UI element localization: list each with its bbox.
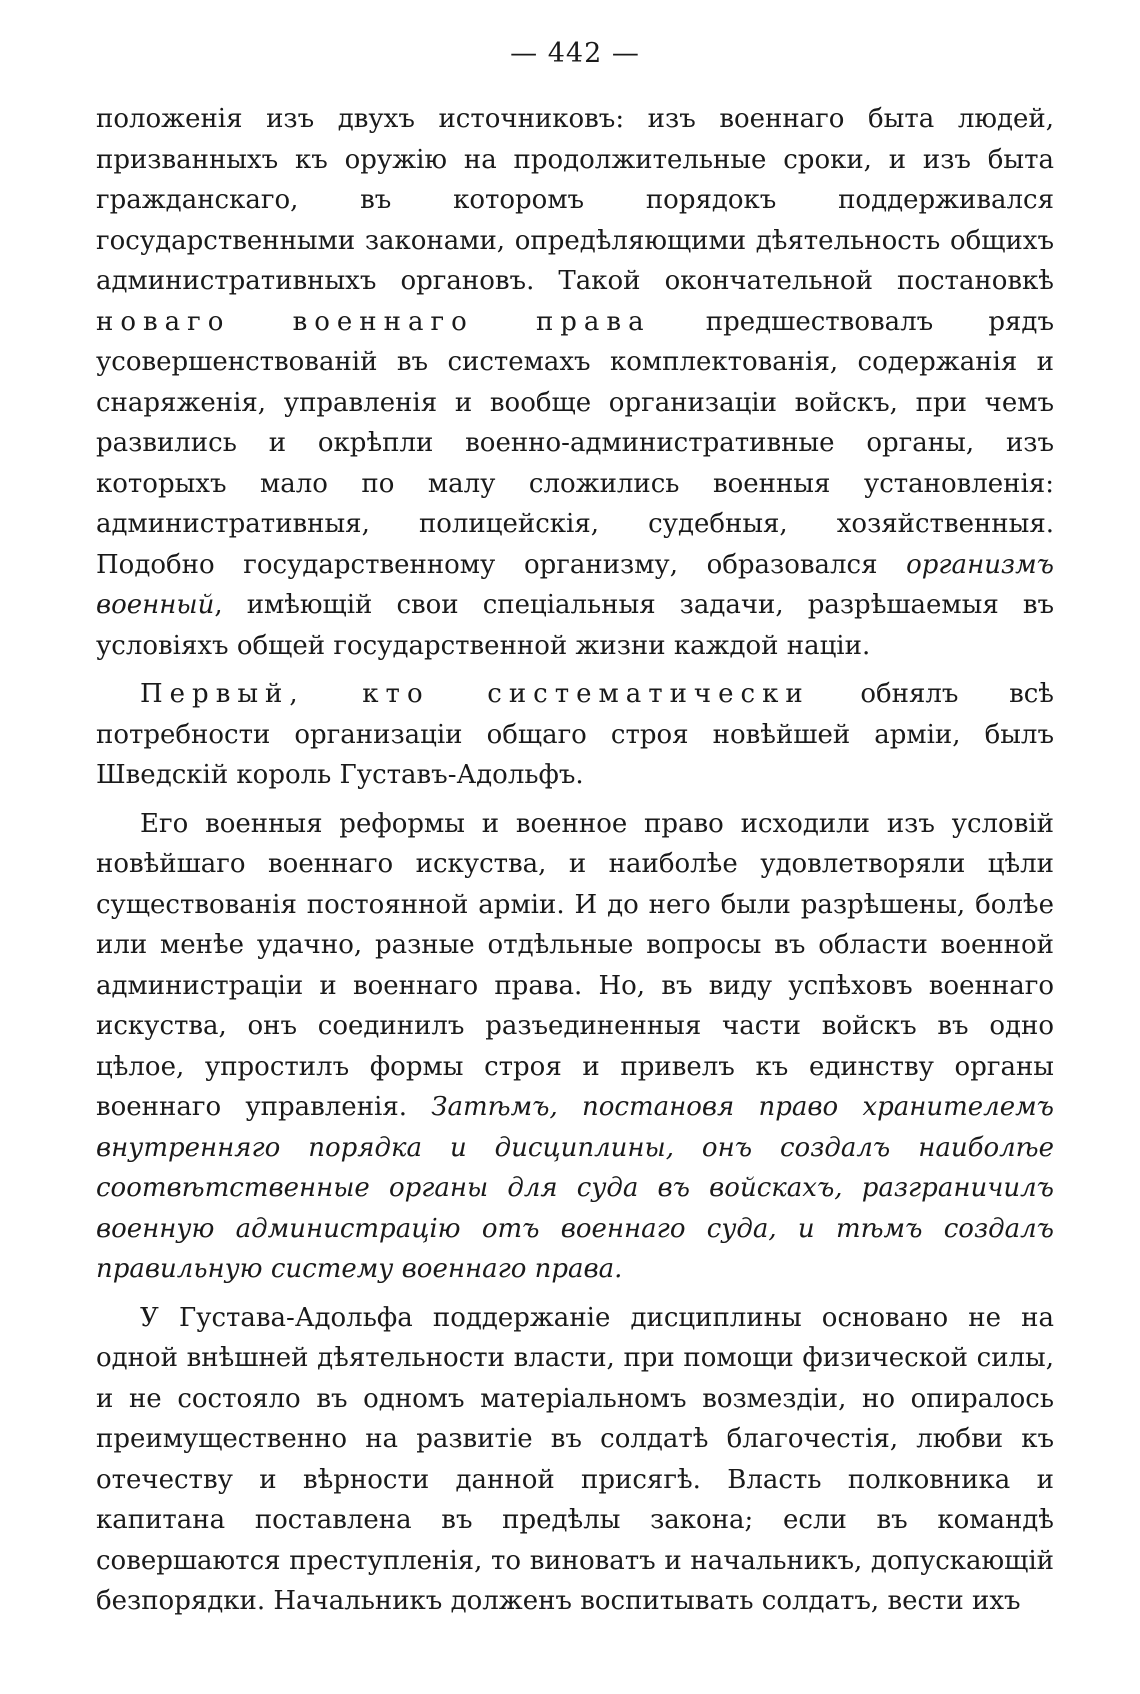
paragraph-4 [96,1298,1054,1622]
paragraph-3 [96,804,1054,1290]
italic-passage-military-law-system: Затѣмъ, постановя право хранителемъ внутренняго порядка и дисциплины, онъ создалъ наиболѣе соотвѣтственные органы для суда въ войскахъ, разграничилъ военную администрацію отъ военнаго суда, и тѣмъ создалъ правильную систему военнаго права. [96,1092,1054,1284]
page-number: — 442 — [510,38,640,69]
paragraph-1 [96,99,1054,666]
paragraph-1-text-a: положенія изъ двухъ источниковъ: изъ военнаго быта людей, призванныхъ къ оружію на продолжительные сроки, и изъ быта гражданскаго, въ которомъ порядокъ поддерживался государственными законами, опредѣляющими дѣятельность общихъ административныхъ органовъ. Такой окончательной постановкѣ [96,104,1054,296]
spaced-emphasis-first-systematically: Первый, кто систематически [140,679,810,709]
paragraph-1-text-b: предшествовалъ рядъ усовершенствованій въ системахъ комплектованія, содержанія и снаряженія, управленія и вообще организаціи войскъ, при чемъ развились и окрѣпли военно-административные органы, изъ которыхъ мало по малу сложились военныя установленія: административныя, полицейскія, судебныя, хозяйственныя. Подобно государственному организму, образовался [96,306,1054,580]
paragraph-4-text: У Густава-Адольфа поддержаніе дисциплины основано не на одной внѣшней дѣятельности власти, при помощи физической силы, и не состояло въ одномъ матеріальномъ возмездіи, но опиралось преимущественно на развитіе въ солдатѣ благочестія, любви къ отечеству и вѣрности данной присягѣ. Власть полковника и капитана поставлена въ предѣлы закона; если въ командѣ совершаются преступленія, то виноватъ и начальникъ, допускающій безпорядки. Начальникъ долженъ воспитывать солдатъ, вести ихъ [96,1302,1054,1616]
italic-military-organism: организмъ военный [96,549,1054,620]
paragraph-3-text: Его военныя реформы и военное право исходили изъ условій новѣйшаго военнаго искуства, и наиболѣе удовлетворяли цѣли существованія постоянной арміи. И до него были разрѣшены, болѣе или менѣе удачно, разные отдѣльные вопросы въ области военной администраціи и военнаго права. Но, въ виду успѣховъ военнаго искуства, онъ соединилъ разъединенныя части войскъ въ одно цѣлое, упростилъ формы строя и привелъ къ единству органы военнаго управленія. [96,808,1054,1122]
paragraph-1-text-c: , имѣющій свои спеціальныя задачи, разрѣшаемыя въ условіяхъ общей государственной жизни каждой націи. [96,590,1054,661]
paragraph-2 [96,674,1054,796]
paragraph-2-text: обнялъ всѣ потребности организаціи общаго строя новѣйшей арміи, былъ Шведскій король Густавъ-Адольфъ. [96,679,1054,790]
book-page [96,38,1054,1630]
spaced-emphasis-new-military-law: новаго военнаго права [96,306,651,337]
